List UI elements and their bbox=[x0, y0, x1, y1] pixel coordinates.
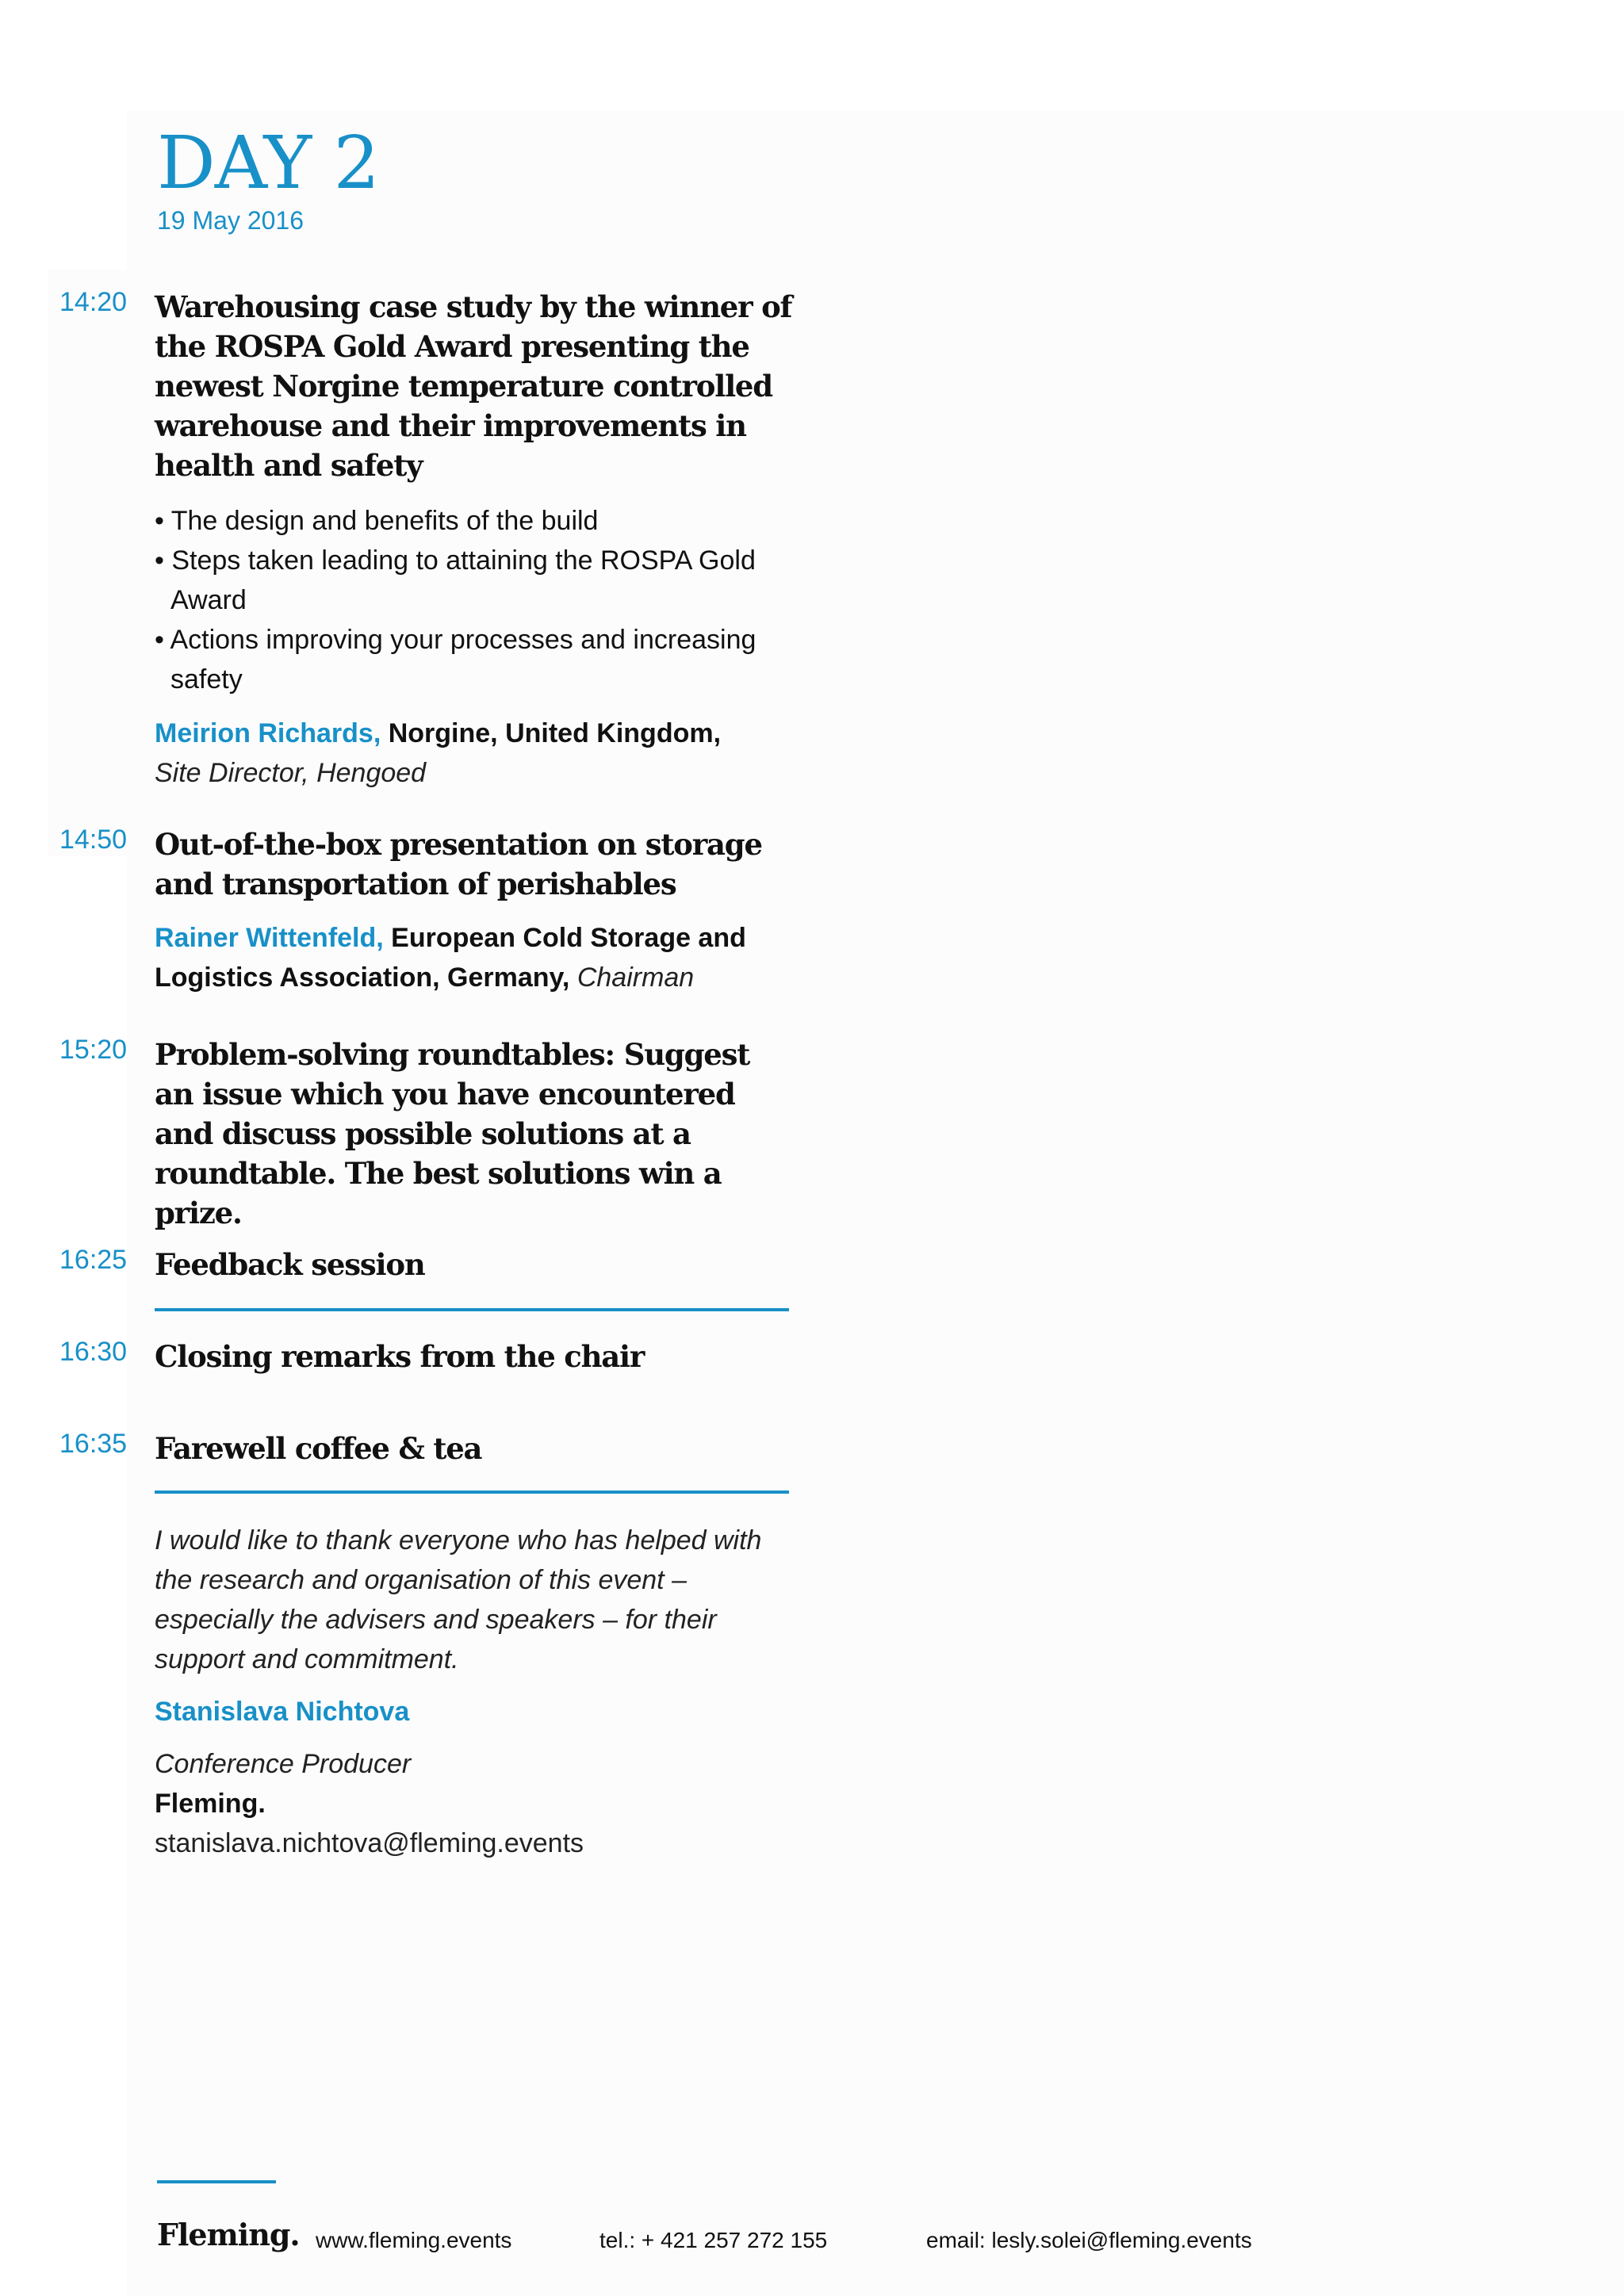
page-header bbox=[157, 121, 379, 235]
session-title: Out-of-the-box presentation on storage and transportation of perishables bbox=[155, 827, 762, 901]
page-background-tint-left bbox=[48, 270, 135, 856]
footer-email-link[interactable]: email: lesly.solei@fleming.events bbox=[926, 2228, 1252, 2252]
session-body bbox=[155, 1245, 797, 1284]
day-date: 19 May 2016 bbox=[157, 206, 304, 235]
speaker-info bbox=[155, 918, 797, 997]
footer-divider bbox=[157, 2180, 276, 2183]
producer-company: Fleming. bbox=[155, 1789, 266, 1819]
producer-name: Stanislava Nichtova bbox=[155, 1697, 410, 1727]
speaker-organisation: European Cold Storage and Logistics Association, Germany, bbox=[155, 923, 746, 993]
footer-website-link[interactable]: www.fleming.events bbox=[316, 2228, 512, 2252]
day-title: DAY 2 bbox=[157, 121, 379, 205]
session-body bbox=[155, 287, 797, 793]
speaker-organisation: Norgine, United Kingdom, bbox=[388, 718, 722, 748]
speaker-role: Chairman bbox=[576, 962, 695, 993]
closing-note bbox=[155, 1521, 805, 1863]
session-title: Farewell coffee & tea bbox=[155, 1431, 482, 1466]
session-time: 15:20 bbox=[59, 1035, 128, 1065]
bullet-item: • The design and benefits of the build bbox=[155, 506, 599, 536]
divider-rule bbox=[155, 1308, 789, 1311]
session-title: Problem-solving roundtables: Suggest an issue which you have encountered and discuss possible solutions at a roundtable. The best solutions win a prize. bbox=[155, 1037, 750, 1230]
bullet-item: • Actions improving your processes and increasing safety bbox=[155, 625, 756, 695]
footer-phone: tel.: + 421 257 272 155 bbox=[599, 2228, 828, 2252]
speaker-name: Rainer Wittenfeld, bbox=[155, 923, 384, 953]
session-title: Feedback session bbox=[155, 1247, 425, 1282]
session-body bbox=[155, 1429, 797, 1468]
speaker-role: Site Director, Hengoed bbox=[155, 758, 427, 788]
producer-role: Conference Producer bbox=[155, 1749, 412, 1779]
session-title: Warehousing case study by the winner of the ROSPA Gold Award presenting the newest Norgine temperature controlled warehouse and their improvements in health and safety bbox=[155, 289, 792, 483]
producer-email-link[interactable]: stanislava.nichtova@fleming.events bbox=[155, 1828, 584, 1858]
session-time: 16:35 bbox=[59, 1429, 128, 1459]
speaker-name: Meirion Richards, bbox=[155, 718, 381, 748]
divider-rule bbox=[155, 1490, 789, 1494]
session-body bbox=[155, 825, 797, 997]
bullet-item: • Steps taken leading to attaining the ROSPA Gold Award bbox=[155, 545, 756, 615]
thank-you-quote: I would like to thank everyone who has helped with the research and organisation of this event – especially the advisers and speakers – for their support and commitment. bbox=[155, 1525, 762, 1674]
speaker-info bbox=[155, 714, 797, 793]
fleming-logo: Fleming. bbox=[157, 2217, 300, 2252]
session-body bbox=[155, 1337, 797, 1376]
session-title: Closing remarks from the chair bbox=[155, 1339, 645, 1374]
page-footer bbox=[157, 2217, 1584, 2261]
session-time: 14:50 bbox=[59, 825, 128, 855]
session-time: 16:25 bbox=[59, 1245, 128, 1275]
session-time: 16:30 bbox=[59, 1337, 128, 1367]
session-time: 14:20 bbox=[59, 287, 128, 317]
session-bullet-list bbox=[155, 501, 797, 699]
session-body bbox=[155, 1035, 797, 1233]
